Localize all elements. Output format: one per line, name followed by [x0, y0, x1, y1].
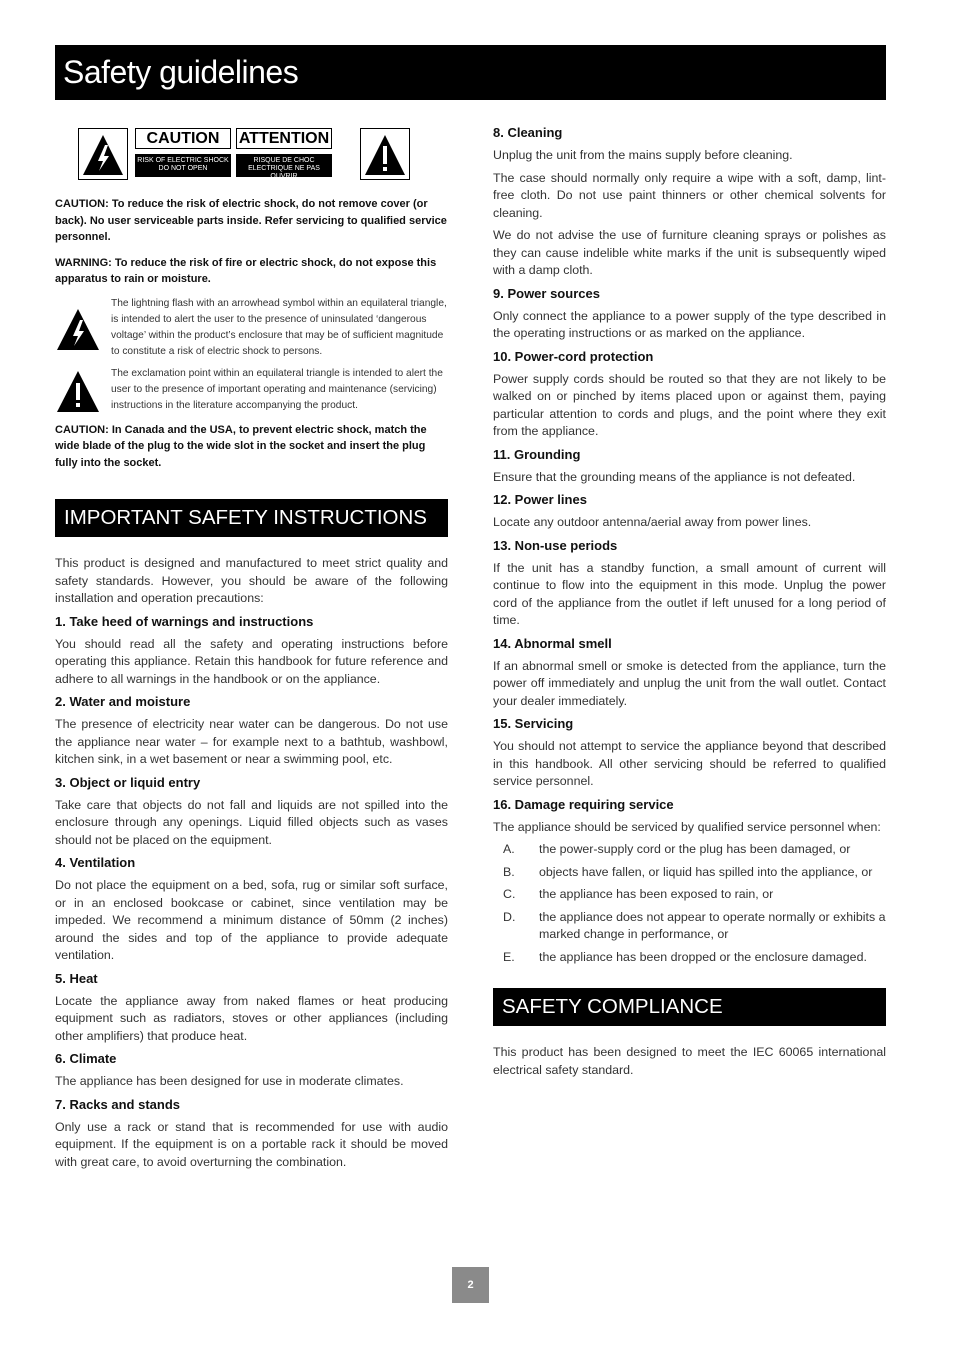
- list-item: [493, 909, 886, 944]
- instruction-text: The presence of electricity near water can be dangerous. Do not use the appliance near water – for example next to a bathtub, washbowl, kitchen sink, in a wet basement or near a swimming pool, etc.: [55, 717, 448, 766]
- important-heading: IMPORTANT SAFETY INSTRUCTIONS: [55, 499, 448, 537]
- instruction-heading: 1. Take heed of warnings and instructions: [55, 613, 314, 629]
- list-item: [493, 949, 886, 967]
- lightning-symbol-row: [55, 296, 448, 360]
- instruction-heading: 7. Racks and stands: [55, 1096, 180, 1112]
- instruction-text: Locate the appliance away from naked flames or heat producing equipment such as radiators, stoves or other appliances (including other amplifiers) that produce heat.: [55, 993, 448, 1043]
- caution-text: CAUTION: [135, 128, 231, 149]
- list-item-letter: E.: [503, 949, 515, 964]
- list-item-letter: A.: [503, 842, 515, 856]
- exclamation-symbol-row: [55, 366, 448, 414]
- list-item: [493, 841, 886, 859]
- instruction-text: Do not place the equipment on a bed, sofa, rug or similar soft surface, or in an enclosed bookcase or cabinet, since ventilation may be impeded. We recommend a minimum distance of 50mm (2 inches) around the sides and top of the appliance to provide adequate ventilation.: [55, 878, 448, 962]
- instruction-heading: 4. Ventilation: [55, 855, 136, 870]
- instruction-heading: 15. Servicing: [493, 716, 574, 731]
- list-item-letter: C.: [503, 887, 516, 901]
- lightning-description: The lightning flash with an arrowhead symbol within an equilateral triangle, is intended to alert the user to the presence of uninsulated ‘dangerous voltage’ within the product’s enclosure that may be of sufficient magnitude to constitute a risk of electric shock to persons.: [111, 297, 447, 357]
- instruction-text: You should read all the safety and operating instructions before operating this appliance. Retain this handbook for future reference and adhere to all warnings in the handbook or on the appliance.: [55, 636, 448, 686]
- instruction-heading: 11. Grounding: [493, 446, 581, 462]
- attention-subtext: RISQUE DE CHOC ELECTRIQUE NE PAS OUVRIR: [236, 154, 332, 177]
- exclamation-triangle-icon: [55, 368, 101, 414]
- compliance-text: This product has been designed to meet the IEC 60065 international electrical safety standard.: [493, 1045, 886, 1077]
- instructions-list-left: [55, 613, 448, 1172]
- list-item-text: objects have fallen, or liquid has spilled into the appliance, or: [539, 864, 873, 879]
- attention-text: ATTENTION: [236, 128, 332, 149]
- instruction-heading: 9. Power sources: [493, 285, 600, 301]
- intro-text: This product is designed and manufactured to meet strict quality and safety standards. However, you should be aware of the following installation and operation precautions:: [55, 556, 448, 605]
- canada-caution-note: CAUTION: In Canada and the USA, to prevent electric shock, match the wide blade of the plug to the wide slot in the socket and insert the plug fully into the socket.: [55, 423, 427, 469]
- instruction-text: The case should normally only require a wipe with a soft, damp, lint-free cloth. Do not use paint thinners or other chemical solvents for cleaning.: [493, 170, 886, 220]
- instruction-text: If an abnormal smell or smoke is detected from the appliance, turn the power off immediately and unplug the unit from the wall outlet. Contact your dealer immediately.: [493, 658, 886, 708]
- lightning-triangle-icon: [55, 306, 101, 352]
- warning-note: WARNING: To reduce the risk of fire or electric shock, do not expose this apparatus to rain or moisture.: [55, 256, 437, 285]
- caution-label: [78, 128, 412, 180]
- instruction-text: You should not attempt to service the appliance beyond that described in this handbook. All other servicing should be referred to qualified service personnel.: [493, 739, 886, 788]
- instruction-text: Only use a rack or stand that is recommended for use with audio equipment. If the equipment is on a portable rack it should be moved with great care, to avoid overturning the combination.: [55, 1119, 448, 1169]
- damage-list: [493, 841, 886, 966]
- list-item: [493, 886, 886, 904]
- instruction-text: Only connect the appliance to a power supply of the type described in the operating instructions or as marked on the appliance.: [493, 308, 886, 340]
- list-item-text: the appliance has been exposed to rain, or: [539, 887, 774, 901]
- instruction-text: The appliance should be serviced by qualified service personnel when:: [493, 819, 881, 834]
- lightning-warning-icon: [78, 128, 128, 180]
- compliance-heading: SAFETY COMPLIANCE: [493, 988, 886, 1026]
- instruction-heading: 3. Object or liquid entry: [55, 774, 201, 790]
- instruction-heading: 16. Damage requiring service: [493, 796, 674, 812]
- instruction-heading: 6. Climate: [55, 1051, 117, 1066]
- instruction-text: Unplug the unit from the mains supply before cleaning.: [493, 148, 793, 162]
- list-item: [493, 864, 886, 882]
- instruction-heading: 8. Cleaning: [493, 125, 563, 140]
- page-number: 2: [452, 1267, 489, 1303]
- list-item-text: the appliance has been dropped or the enclosure damaged.: [539, 949, 867, 964]
- list-item-letter: D.: [503, 909, 516, 924]
- instruction-heading: 14. Abnormal smell: [493, 635, 612, 651]
- instruction-text: Power supply cords should be routed so that they are not likely to be walked on or pinched by items placed upon or against them, paying particular attention to cords and plugs, and the point where they exit from the appliance.: [493, 371, 886, 438]
- instruction-text: If the unit has a standby function, a small amount of current will continue to flow into the equipment in this mode. Unplug the power cord of the appliance from the outlet if left unused for a long period of time.: [493, 560, 886, 627]
- instruction-text: Ensure that the grounding means of the appliance is not defeated.: [493, 469, 856, 484]
- instruction-heading: 2. Water and moisture: [55, 694, 191, 709]
- list-item-letter: B.: [503, 864, 515, 879]
- instruction-heading: 13. Non-use periods: [493, 537, 618, 553]
- instruction-heading: 10. Power-cord protection: [493, 348, 654, 364]
- list-item-text: the power-supply cord or the plug has been damaged, or: [539, 842, 851, 856]
- caution-note: CAUTION: To reduce the risk of electric shock, do not remove cover (or back). No user serviceable parts inside. Refer servicing to qualified service personnel.: [55, 198, 447, 243]
- instruction-heading: 5. Heat: [55, 970, 98, 986]
- instruction-text: We do not advise the use of furniture cleaning sprays or polishes as they can cause indelible white marks if the unit is subsequently wiped with a damp cloth.: [493, 228, 886, 277]
- instruction-text: The appliance has been designed for use in moderate climates.: [55, 1074, 404, 1088]
- caution-subtext: RISK OF ELECTRIC SHOCK DO NOT OPEN: [135, 154, 231, 177]
- instructions-list-right: [493, 124, 886, 836]
- exclamation-description: The exclamation point within an equilateral triangle is intended to alert the user to the presence of important operating and maintenance (servicing) instructions in the literature accompanying the product.: [111, 367, 443, 411]
- caution-label-fr: [236, 128, 332, 180]
- page-title: Safety guidelines: [55, 45, 886, 100]
- list-item-text: the appliance does not appear to operate normally or exhibits a marked change in performance, or: [539, 909, 886, 941]
- caution-label-en: [135, 128, 231, 180]
- instruction-text: Locate any outdoor antenna/aerial away from power lines.: [493, 515, 812, 529]
- instruction-text: Take care that objects do not fall and liquids are not spilled into the enclosure through any openings. Liquid filled objects such as vases should not be placed on the equipment.: [55, 797, 448, 847]
- left-column: [55, 128, 448, 1171]
- right-column: [493, 124, 886, 1079]
- instruction-heading: 12. Power lines: [493, 492, 587, 507]
- exclamation-warning-icon: [360, 128, 410, 180]
